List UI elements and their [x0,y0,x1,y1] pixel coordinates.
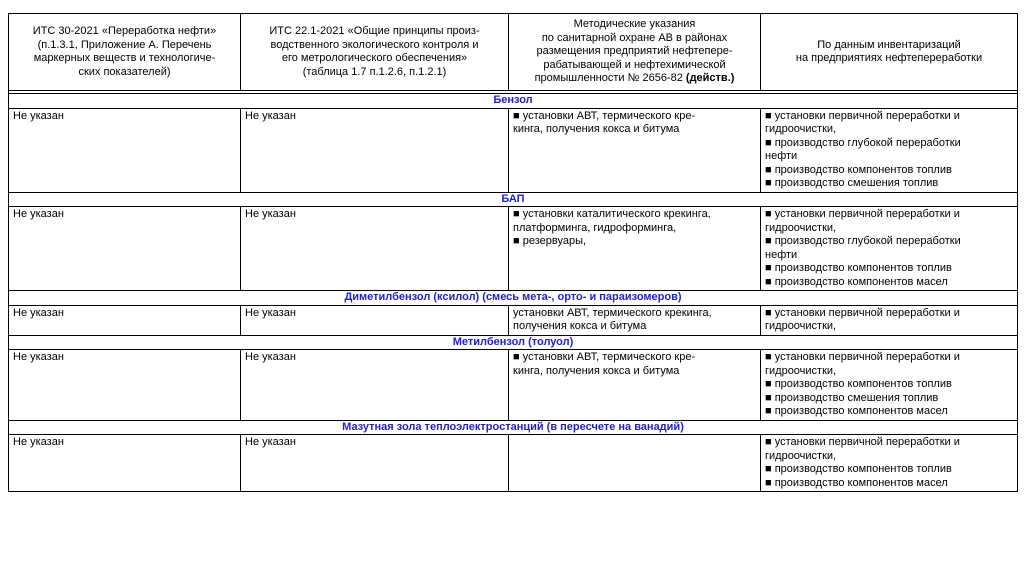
bullet-list [513,208,756,249]
table-row [9,305,1018,335]
bullet-list [765,307,1013,334]
list-item: ■ установки каталитического крекинга, [513,208,711,220]
header-row [9,14,1018,91]
list-item: ■ производство смешения топлив [765,391,939,404]
cell-its30: Не указан [9,305,241,335]
cell-method-guidelines [509,108,761,192]
comparison-table [8,13,1018,492]
bullet-list [513,351,756,378]
cell-its30: Не указан [9,435,241,492]
cell-method-guidelines [509,435,761,492]
cell-its22: Не указан [241,108,509,192]
list-item: гидроочистки, [765,364,837,377]
list-item: ■ установки АВТ, термического кре- [513,109,696,122]
list-item: нефти [765,248,798,261]
section-title: БАП [9,192,1018,207]
header-method-guidelines: Методические указания по санитарной охране АВ в районах размещения предприятий нефтепере- рабатывающей и нефтехимической промышленности № 2656-82 (действ.) [509,14,761,91]
list-item: ■ производство компонентов топлив [765,378,952,390]
section-header-row [9,420,1018,435]
cell-inventory [761,207,1018,291]
cell-its30: Не указан [9,207,241,291]
bullet-list [765,351,1013,419]
bullet-list [765,208,1013,289]
cell-inventory [761,108,1018,192]
list-item: ■ установки АВТ, термического кре- [513,351,696,363]
cell-method-guidelines [509,207,761,291]
table-row [9,108,1018,192]
header-its30: ИТС 30-2021 «Переработка нефти» (п.1.3.1, Приложение А. Перечень маркерных веществ и технологиче- ских показателей) [9,14,241,91]
list-item: ■ производство компонентов масел [765,275,948,288]
list-item: платформинга, гидроформинга, [513,221,677,234]
list-item: ■ производство компонентов топлив [765,262,952,274]
list-item: кинга, получения кокса и битума [513,123,680,135]
header-inventory: По данным инвентаризаций на предприятиях нефтепереработки [761,14,1018,91]
table-row [9,350,1018,421]
header-its22: ИТС 22.1-2021 «Общие принципы произ- водственного экологического контроля и его метрологического обеспечения» (таблица 1.7 п.1.2.6, п.1.2.1) [241,14,509,91]
list-item: ■ установки первичной переработки и [765,351,960,363]
section-header-row [9,192,1018,207]
list-item: ■ производство компонентов масел [765,476,948,489]
list-item: гидроочистки, [765,221,837,234]
section-title: Метилбензол (толуол) [9,335,1018,350]
list-item: ■ установки первичной переработки и [765,306,960,319]
list-item: кинга, получения кокса и битума [513,364,680,377]
cell-inventory [761,435,1018,492]
table-body [9,91,1018,492]
list-item: гидроочистки, [765,123,837,135]
section-header-row [9,291,1018,306]
list-item: гидроочистки, [765,320,837,332]
list-item: гидроочистки, [765,449,837,462]
bullet-list [765,110,1013,191]
cell-its30: Не указан [9,108,241,192]
cell-its22: Не указан [241,435,509,492]
list-item: ■ установки первичной переработки и [765,436,960,448]
list-item: ■ установки первичной переработки и [765,208,960,220]
table-row [9,207,1018,291]
section-header-row [9,335,1018,350]
cell-its22: Не указан [241,207,509,291]
cell-its22: Не указан [241,305,509,335]
section-header-row [9,94,1018,109]
cell-inventory [761,350,1018,421]
cell-its30: Не указан [9,350,241,421]
list-item: ■ производство глубокой переработки [765,235,961,247]
list-item: ■ установки первичной переработки и [765,109,960,122]
list-item: ■ резервуары, [513,235,587,247]
table-row [9,435,1018,492]
cell-its22: Не указан [241,350,509,421]
section-title: Бензол [9,94,1018,109]
section-title: Мазутная зола теплоэлектростанций (в пересчете на ванадий) [9,420,1018,435]
list-item: ■ производство компонентов масел [765,405,948,417]
list-item: установки АВТ, термического крекинга, [513,306,712,319]
list-item: получения кокса и битума [513,320,647,332]
bullet-list [765,436,1013,490]
cell-inventory [761,305,1018,335]
list-item: ■ производство смешения топлив [765,177,939,189]
section-title: Диметилбензол (ксилол) (смесь мета-, орто- и параизомеров) [9,291,1018,306]
bullet-list [513,307,756,334]
cell-method-guidelines [509,350,761,421]
list-item: нефти [765,150,798,162]
bullet-list [513,110,756,137]
list-item: ■ производство глубокой переработки [765,136,961,149]
status-active: (действ.) [685,72,735,85]
list-item: ■ производство компонентов топлив [765,163,952,176]
list-item: ■ производство компонентов топлив [765,463,952,475]
cell-method-guidelines [509,305,761,335]
